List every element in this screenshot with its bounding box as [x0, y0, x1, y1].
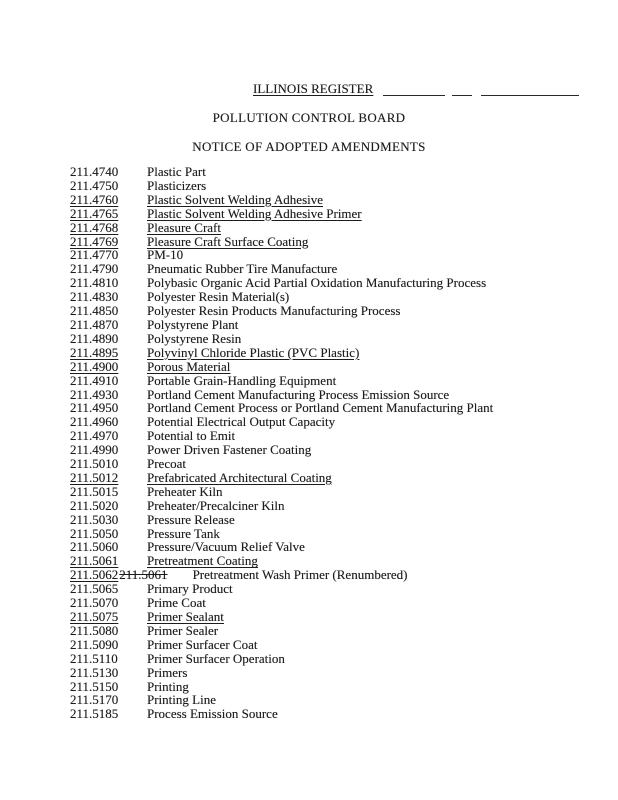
list-row — [70, 568, 608, 582]
section-title: Pleasure Craft — [147, 219, 222, 235]
list-row — [70, 513, 608, 527]
section-title: Primer Surfacer Coat — [147, 636, 258, 652]
list-row — [70, 499, 608, 513]
section-title: Potential to Emit — [147, 428, 236, 444]
list-row — [70, 693, 608, 707]
section-number: 211.5062 — [70, 567, 119, 583]
list-row — [70, 638, 608, 652]
list-row — [70, 582, 608, 596]
section-number: 211.4830 — [70, 289, 119, 305]
section-number: 211.5070 — [70, 595, 119, 611]
list-row — [70, 207, 608, 221]
list-row — [70, 624, 608, 638]
section-number: 211.4740 — [70, 164, 119, 179]
section-number: 211.5130 — [70, 664, 119, 680]
section-number: 211.5030 — [70, 511, 119, 527]
section-title: Pneumatic Rubber Tire Manufacture — [147, 261, 338, 277]
section-title: Polyester Resin Material(s) — [147, 289, 290, 305]
list-row — [70, 248, 608, 262]
section-title: Primer Sealant — [147, 609, 224, 624]
section-title: Preheater Kiln — [147, 483, 223, 499]
section-title: Polyester Resin Products Manufacturing Process — [147, 303, 401, 319]
list-row — [70, 527, 608, 541]
list-row — [70, 554, 608, 568]
section-title: Plastic Part — [147, 164, 206, 179]
list-row — [70, 346, 608, 360]
section-number: 211.5020 — [70, 497, 119, 513]
section-title: Prefabricated Architectural Coating — [147, 469, 332, 485]
list-row — [70, 457, 608, 471]
section-number: 211.4790 — [70, 261, 119, 277]
section-title: Pressure/Vacuum Relief Valve — [147, 539, 305, 555]
list-row — [70, 610, 608, 624]
section-title: Portland Cement Process or Portland Cement Manufacturing Plant — [147, 400, 494, 416]
list-row — [70, 401, 608, 415]
section-number: 211.4765 — [70, 205, 119, 221]
section-title: PM-10 — [147, 247, 184, 263]
section-number: 211.5185 — [70, 706, 119, 722]
list-row — [70, 443, 608, 457]
blank-line-segment — [452, 84, 472, 96]
section-title: Polystyrene Resin — [147, 330, 242, 346]
section-title: Primers — [147, 664, 188, 680]
section-title: Primary Product — [147, 581, 233, 597]
section-number: 211.4895 — [70, 344, 119, 360]
blank-line-segment — [481, 84, 579, 96]
section-title: Polyvinyl Chloride Plastic (PVC Plastic) — [147, 344, 360, 360]
list-row — [70, 680, 608, 694]
section-number: 211.5080 — [70, 622, 119, 638]
list-row — [70, 429, 608, 443]
list-row — [70, 290, 608, 304]
list-row — [70, 707, 608, 721]
section-title: Plasticizers — [147, 177, 207, 193]
section-number: 211.5060 — [70, 539, 119, 555]
section-number: 211.5170 — [70, 692, 119, 708]
notice-of-adopted-amendments-heading: NOTICE OF ADOPTED AMENDMENTS — [192, 139, 426, 154]
section-number: 211.4769 — [70, 233, 119, 249]
section-number: 211.4760 — [70, 191, 119, 207]
section-number: 211.5065 — [70, 581, 119, 597]
illinois-register-heading: ILLINOIS REGISTER — [253, 81, 374, 96]
section-number: 211.4960 — [70, 414, 119, 430]
section-number: 211.4750 — [70, 177, 119, 193]
blank-line-segment — [383, 84, 445, 96]
section-title: Printing — [147, 678, 189, 694]
section-number: 211.5090 — [70, 636, 119, 652]
section-title: Pressure Release — [147, 511, 235, 527]
section-title: Polystyrene Plant — [147, 316, 239, 332]
section-title: Power Driven Fastener Coating — [147, 442, 312, 458]
section-number: 211.4890 — [70, 330, 119, 346]
section-number: 211.4870 — [70, 316, 119, 332]
section-title: Printing Line — [147, 692, 216, 708]
pollution-control-board-heading: POLLUTION CONTROL BOARD — [212, 110, 406, 125]
section-title: Prime Coat — [147, 595, 206, 611]
amendments-list — [70, 165, 608, 721]
section-title: Portland Cement Manufacturing Process Emission Source — [147, 386, 450, 402]
list-row — [70, 471, 608, 485]
list-row — [70, 193, 608, 207]
section-number: 211.5075 — [70, 609, 119, 624]
section-number: 211.4970 — [70, 428, 119, 444]
section-number: 211.5015 — [70, 483, 119, 499]
section-title: Process Emission Source — [147, 706, 278, 722]
section-number: 211.4910 — [70, 372, 119, 388]
section-title: Portable Grain-Handling Equipment — [147, 372, 337, 388]
section-title: Primer Surfacer Operation — [147, 650, 285, 666]
section-number: 211.5150 — [70, 678, 119, 694]
list-row — [70, 666, 608, 680]
section-title: Pretreatment Wash Primer (Renumbered) — [192, 567, 408, 583]
section-title: Primer Sealer — [147, 622, 219, 638]
section-title: Pretreatment Coating — [147, 553, 258, 569]
list-row — [70, 596, 608, 610]
section-number: 211.4990 — [70, 442, 119, 458]
section-number: 211.4930 — [70, 386, 119, 402]
section-title: Precoat — [147, 456, 186, 472]
section-title: Plastic Solvent Welding Adhesive Primer — [147, 205, 362, 221]
section-title: Potential Electrical Output Capacity — [147, 414, 336, 430]
list-row — [70, 262, 608, 276]
list-row — [70, 235, 608, 249]
list-row — [70, 360, 608, 374]
list-row — [70, 276, 608, 290]
section-title: Plastic Solvent Welding Adhesive — [147, 191, 324, 207]
section-number: 211.4810 — [70, 275, 119, 291]
list-row — [70, 318, 608, 332]
section-number: 211.4850 — [70, 303, 119, 319]
section-title: Preheater/Precalciner Kiln — [147, 497, 285, 513]
section-number: 211.5110 — [70, 650, 118, 666]
section-number: 211.5061 — [70, 553, 119, 569]
register-heading-line — [253, 82, 579, 96]
section-title: Porous Material — [147, 358, 231, 374]
section-title: Pleasure Craft Surface Coating — [147, 233, 309, 249]
section-number: 211.4900 — [70, 358, 119, 374]
section-number: 211.5012 — [70, 469, 119, 485]
section-title: Polybasic Organic Acid Partial Oxidation Manufacturing Process — [147, 275, 487, 291]
section-number: 211.5010 — [70, 456, 119, 472]
list-row — [70, 221, 608, 235]
section-number-old: 211.5061 — [119, 567, 168, 583]
section-number: 211.4768 — [70, 219, 119, 235]
list-row — [70, 652, 608, 666]
list-row — [70, 165, 608, 179]
list-row — [70, 374, 608, 388]
list-row — [70, 179, 608, 193]
list-row — [70, 415, 608, 429]
list-row — [70, 304, 608, 318]
list-row — [70, 388, 608, 402]
list-row — [70, 485, 608, 499]
section-number: 211.4950 — [70, 400, 119, 416]
section-number: 211.4770 — [70, 247, 119, 263]
section-title: Pressure Tank — [147, 525, 220, 541]
section-number: 211.5050 — [70, 525, 119, 541]
list-row — [70, 540, 608, 554]
list-row — [70, 332, 608, 346]
